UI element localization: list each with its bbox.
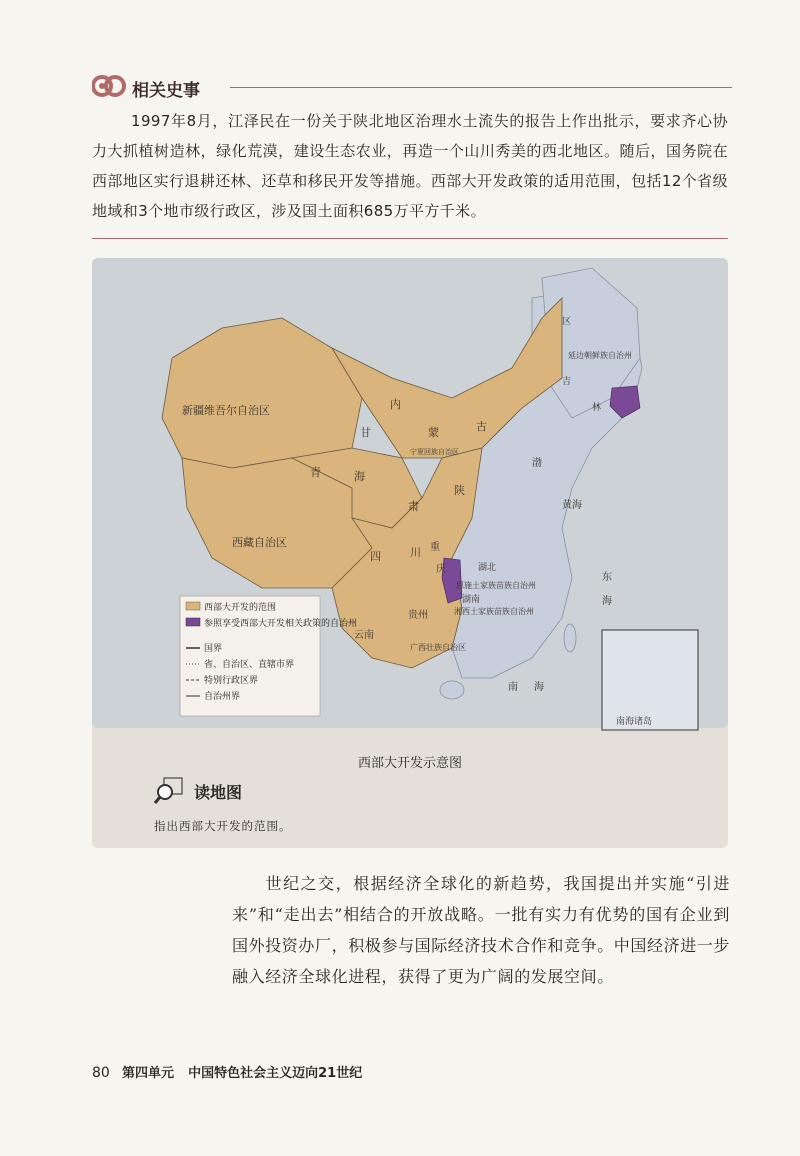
label-yellow-sea: 黄海 xyxy=(562,500,582,511)
label-chongqing-2: 庆 xyxy=(436,564,446,575)
label-tibet: 西藏自治区 xyxy=(232,536,287,549)
label-hunan: 湖南 xyxy=(462,595,481,605)
legend-province-border: 省、自治区、直辖市界 xyxy=(204,660,295,670)
label-south-sea-2: 海 xyxy=(534,682,544,693)
legend-ref-autonomous: 参照享受西部大开发相关政策的自治州 xyxy=(204,619,358,629)
label-hubei: 湖北 xyxy=(478,563,497,573)
map-figure-panel xyxy=(92,258,728,848)
legend-autonomous-swatch xyxy=(186,618,200,626)
unit-title: 中国特色社会主义迈向21世纪 xyxy=(188,1066,363,1081)
label-gansu-2: 肃 xyxy=(408,500,419,513)
label-guangxi: 广西壮族自治区 xyxy=(410,643,466,652)
magnifier-icon xyxy=(154,776,184,806)
label-yanbian: 延边朝鲜族自治州 xyxy=(568,351,632,360)
taiwan-island xyxy=(564,624,576,652)
legend-national-border: 国界 xyxy=(204,644,223,654)
label-yunnan: 云南 xyxy=(354,630,374,641)
western-development-map xyxy=(92,258,728,738)
sidebar-bottom-divider xyxy=(92,238,728,239)
hainan-island xyxy=(440,681,464,699)
related-history-title: 相关史事 xyxy=(132,81,200,101)
legend-west-swatch xyxy=(186,602,200,610)
page-number: 80 xyxy=(92,1065,110,1081)
label-east-sea-1: 东 xyxy=(602,572,612,583)
label-east-sea-2: 海 xyxy=(602,596,612,607)
label-inner-mongolia-3: 古 xyxy=(476,420,487,433)
label-inner-mongolia-1: 内 xyxy=(390,398,401,411)
label-sichuan-2: 川 xyxy=(410,546,421,559)
label-heilongjiang: 区 xyxy=(562,317,572,327)
label-sichuan-1: 四 xyxy=(370,550,381,563)
label-bohai: 渤 xyxy=(532,458,542,469)
unit-label: 第四单元 xyxy=(121,1066,174,1081)
body-paragraph: 世纪之交，根据经济全球化的新趋势，我国提出并实施“引进来”和“走出去”相结合的开放战略。一批有实力有优势的国有企业到国外投资办厂，积极参与国际经济技术合作和竞争。中国经济进一步融入经济全球化进程，获得了更为广阔的发展空间。 xyxy=(232,874,731,986)
history-badge-icon xyxy=(92,72,126,100)
related-history-header xyxy=(92,70,732,104)
legend-western-dev: 西部大开发的范围 xyxy=(204,603,277,613)
label-xiangxi: 湘西土家族苗族自治州 xyxy=(454,607,534,616)
legend-sar-border: 特别行政区界 xyxy=(204,676,259,686)
label-qinghai-1: 青 xyxy=(310,466,321,479)
header-divider xyxy=(230,87,732,88)
read-map-prompt: 指出西部大开发的范围。 xyxy=(154,819,292,833)
read-map-title: 读地图 xyxy=(194,783,243,802)
related-history-paragraph: 1997年8月，江泽民在一份关于陕北地区治理水土流失的报告上作出批示，要求齐心协力大抓植树造林，绿化荒漠，建设生态农业，再造一个山川秀美的西北地区。随后，国务院在西部地区实行退耕还林、还草和移民开发等措施。西部大开发政策的适用范围，包括12个省级地域和3个地市级行政区，涉及国土面积685万平方千米。 xyxy=(92,112,728,220)
label-qinghai-2: 海 xyxy=(354,470,365,483)
label-gansu-1: 甘 xyxy=(360,426,371,439)
read-map-box xyxy=(154,776,394,836)
label-ningxia: 宁夏回族自治区 xyxy=(410,448,459,456)
legend-prefecture-border: 自治州界 xyxy=(204,692,241,702)
label-xinjiang: 新疆维吾尔自治区 xyxy=(182,404,270,417)
page-footer xyxy=(92,1062,362,1081)
label-jilin-1: 吉 xyxy=(562,377,572,387)
map-caption: 西部大开发示意图 xyxy=(357,756,462,771)
label-inner-mongolia-2: 蒙 xyxy=(428,426,439,439)
label-jilin-2: 林 xyxy=(592,403,602,413)
south-sea-islands-inset xyxy=(602,630,698,730)
label-south-islands: 南海诸岛 xyxy=(616,717,653,727)
label-guizhou: 贵州 xyxy=(408,610,428,621)
label-enshi: 恩施土家族苗族自治州 xyxy=(456,581,536,590)
label-south-sea-1: 南 xyxy=(508,682,518,693)
label-chongqing-1: 重 xyxy=(430,542,440,553)
label-shaanxi: 陕 xyxy=(454,484,465,497)
